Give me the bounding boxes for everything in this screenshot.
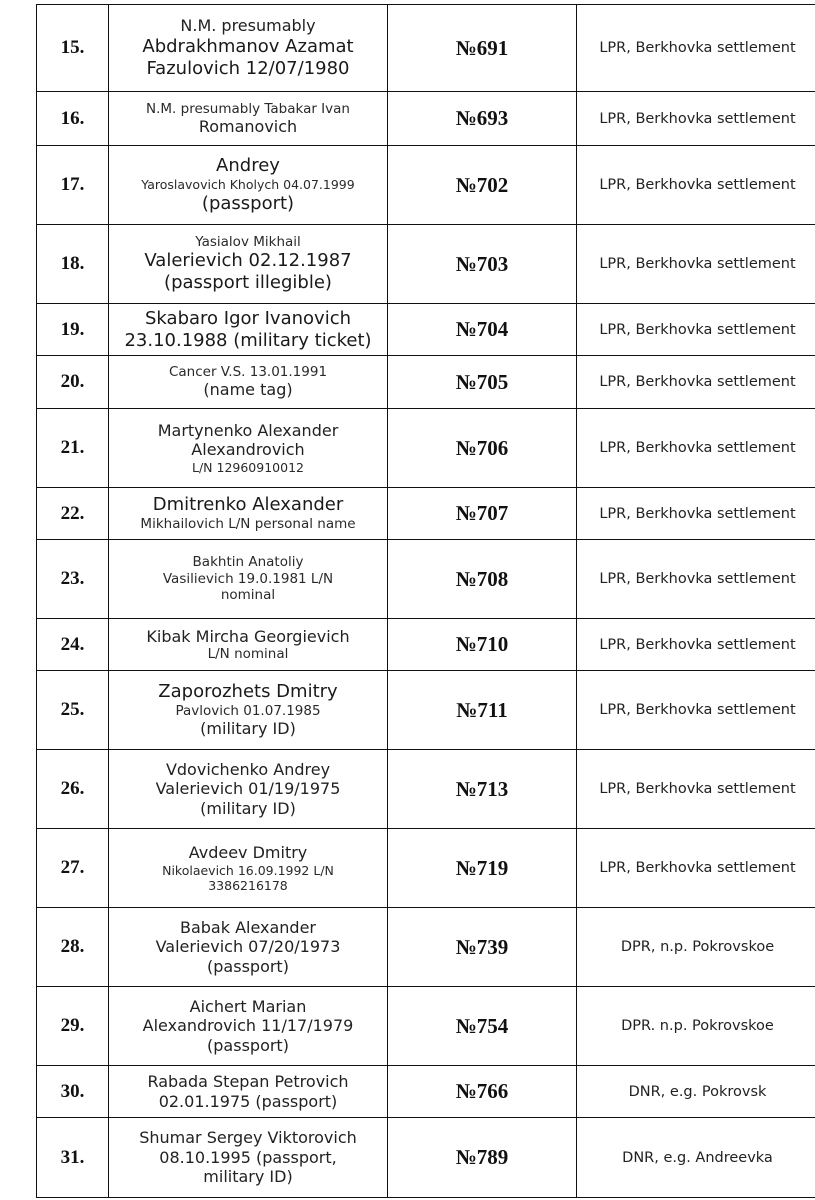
- record-number: №691: [388, 5, 577, 92]
- table-row: [37, 619, 815, 671]
- name-line: (military ID): [200, 719, 296, 739]
- name-line: 08.10.1995 (passport,: [159, 1147, 337, 1167]
- table-row: [37, 92, 815, 146]
- name-line: Rabada Stepan Petrovich: [147, 1071, 349, 1091]
- name-line: (military ID): [200, 798, 296, 818]
- person-name-cell: [109, 829, 388, 908]
- table-row: [37, 5, 815, 92]
- person-name-cell: [109, 750, 388, 829]
- location: DPR, n.p. Pokrovskoe: [577, 908, 815, 987]
- row-number: 29.: [37, 987, 109, 1066]
- name-line: Martynenko Alexander: [157, 420, 339, 440]
- name-line: Zaporozhets Dmitry: [158, 681, 338, 703]
- person-name-cell: [109, 987, 388, 1066]
- location: DNR, e.g. Andreevka: [577, 1118, 815, 1198]
- row-number: 30.: [37, 1066, 109, 1118]
- name-line: Bakhtin Anatoliy: [192, 554, 304, 571]
- name-line: Kibak Mircha Georgievich: [146, 626, 350, 646]
- row-number: 19.: [37, 304, 109, 356]
- record-number: №739: [388, 908, 577, 987]
- person-name-cell: [109, 92, 388, 146]
- row-number: 22.: [37, 488, 109, 540]
- table-row: [37, 671, 815, 750]
- name-line: Aichert Marian: [189, 996, 307, 1016]
- location: LPR, Berkhovka settlement: [577, 304, 815, 356]
- location: LPR, Berkhovka settlement: [577, 92, 815, 146]
- name-line: Abdrakhmanov Azamat: [142, 35, 354, 57]
- row-number: 15.: [37, 5, 109, 92]
- roster-table: [36, 4, 815, 1198]
- name-line: Nikolaevich 16.09.1992 L/N: [162, 862, 334, 878]
- location: LPR, Berkhovka settlement: [577, 146, 815, 225]
- name-line: Cancer V.S. 13.01.1991: [168, 364, 328, 380]
- table-row: [37, 1066, 815, 1118]
- row-number: 23.: [37, 540, 109, 619]
- name-line: Mikhailovich L/N personal name: [140, 516, 356, 533]
- name-line: 3386216178: [208, 877, 288, 893]
- name-line: L/N 12960910012: [192, 459, 304, 475]
- name-line: Alexandrovich: [191, 440, 305, 460]
- location: LPR, Berkhovka settlement: [577, 5, 815, 92]
- table-row: [37, 829, 815, 908]
- person-name-cell: [109, 540, 388, 619]
- table-row: [37, 987, 815, 1066]
- name-line: Vdovichenko Andrey: [165, 759, 331, 779]
- record-number: №719: [388, 829, 577, 908]
- record-number: №704: [388, 304, 577, 356]
- name-line: military ID): [203, 1167, 293, 1187]
- location: LPR, Berkhovka settlement: [577, 488, 815, 540]
- location: LPR, Berkhovka settlement: [577, 829, 815, 908]
- row-number: 27.: [37, 829, 109, 908]
- record-number: №706: [388, 409, 577, 488]
- person-name-cell: [109, 619, 388, 671]
- table-row: [37, 908, 815, 987]
- person-name-cell: [109, 304, 388, 356]
- name-line: Alexandrovich 11/17/1979: [142, 1016, 354, 1036]
- record-number: №711: [388, 671, 577, 750]
- name-line: Valerievich 02.12.1987: [144, 250, 352, 272]
- row-number: 18.: [37, 225, 109, 304]
- person-name-cell: [109, 225, 388, 304]
- record-number: №754: [388, 987, 577, 1066]
- record-number: №702: [388, 146, 577, 225]
- name-line: Andrey: [216, 155, 280, 177]
- name-line: 02.01.1975 (passport): [158, 1091, 338, 1111]
- name-line: nominal: [220, 587, 276, 604]
- table-row: [37, 750, 815, 829]
- person-name-cell: [109, 409, 388, 488]
- record-number: №705: [388, 356, 577, 409]
- row-number: 17.: [37, 146, 109, 225]
- record-number: №713: [388, 750, 577, 829]
- name-line: Vasilievich 19.0.1981 L/N: [162, 570, 334, 587]
- name-line: Avdeev Dmitry: [188, 842, 308, 862]
- name-line: Yasialov Mikhail: [195, 233, 301, 250]
- location: LPR, Berkhovka settlement: [577, 671, 815, 750]
- record-number: №707: [388, 488, 577, 540]
- row-number: 16.: [37, 92, 109, 146]
- name-line: Fazulovich 12/07/1980: [146, 57, 350, 79]
- name-line: Valerievich 01/19/1975: [155, 779, 341, 799]
- name-line: 23.10.1988 (military ticket): [124, 329, 372, 351]
- name-line: Dmitrenko Alexander: [152, 494, 344, 516]
- person-name-cell: [109, 1066, 388, 1118]
- location: DPR. n.p. Pokrovskoe: [577, 987, 815, 1066]
- table-row: [37, 1118, 815, 1198]
- row-number: 28.: [37, 908, 109, 987]
- row-number: 26.: [37, 750, 109, 829]
- table-row: [37, 304, 815, 356]
- name-line: L/N nominal: [207, 646, 289, 663]
- name-line: (passport): [207, 956, 289, 976]
- table-row: [37, 225, 815, 304]
- name-line: (name tag): [203, 380, 293, 400]
- person-name-cell: [109, 1118, 388, 1198]
- name-line: N.M. presumably Tabakar Ivan: [146, 100, 350, 117]
- person-name-cell: [109, 5, 388, 92]
- table-row: [37, 540, 815, 619]
- location: LPR, Berkhovka settlement: [577, 750, 815, 829]
- name-line: Pavlovich 01.07.1985: [175, 702, 321, 719]
- record-number: №766: [388, 1066, 577, 1118]
- table-row: [37, 488, 815, 540]
- location: LPR, Berkhovka settlement: [577, 540, 815, 619]
- person-name-cell: [109, 908, 388, 987]
- name-line: (passport): [201, 192, 295, 214]
- row-number: 31.: [37, 1118, 109, 1198]
- name-line: (passport): [207, 1035, 289, 1055]
- person-name-cell: [109, 356, 388, 409]
- location: DNR, e.g. Pokrovsk: [577, 1066, 815, 1118]
- person-name-cell: [109, 146, 388, 225]
- row-number: 24.: [37, 619, 109, 671]
- location: LPR, Berkhovka settlement: [577, 356, 815, 409]
- location: LPR, Berkhovka settlement: [577, 409, 815, 488]
- table-row: [37, 356, 815, 409]
- name-line: Valerievich 07/20/1973: [155, 937, 341, 957]
- name-line: (passport illegible): [164, 272, 332, 294]
- record-number: №693: [388, 92, 577, 146]
- person-name-cell: [109, 671, 388, 750]
- location: LPR, Berkhovka settlement: [577, 619, 815, 671]
- row-number: 21.: [37, 409, 109, 488]
- record-number: №708: [388, 540, 577, 619]
- name-line: Shumar Sergey Viktorovich: [139, 1128, 357, 1148]
- record-number: №710: [388, 619, 577, 671]
- person-name-cell: [109, 488, 388, 540]
- row-number: 25.: [37, 671, 109, 750]
- name-line: Romanovich: [198, 116, 298, 136]
- name-line: Yaroslavovich Kholych 04.07.1999: [141, 177, 355, 193]
- name-line: Skabaro Igor Ivanovich: [145, 307, 351, 329]
- record-number: №703: [388, 225, 577, 304]
- table-row: [37, 146, 815, 225]
- name-line: N.M. presumably: [180, 16, 316, 36]
- record-number: №789: [388, 1118, 577, 1198]
- location: LPR, Berkhovka settlement: [577, 225, 815, 304]
- table-row: [37, 409, 815, 488]
- name-line: Babak Alexander: [179, 917, 317, 937]
- row-number: 20.: [37, 356, 109, 409]
